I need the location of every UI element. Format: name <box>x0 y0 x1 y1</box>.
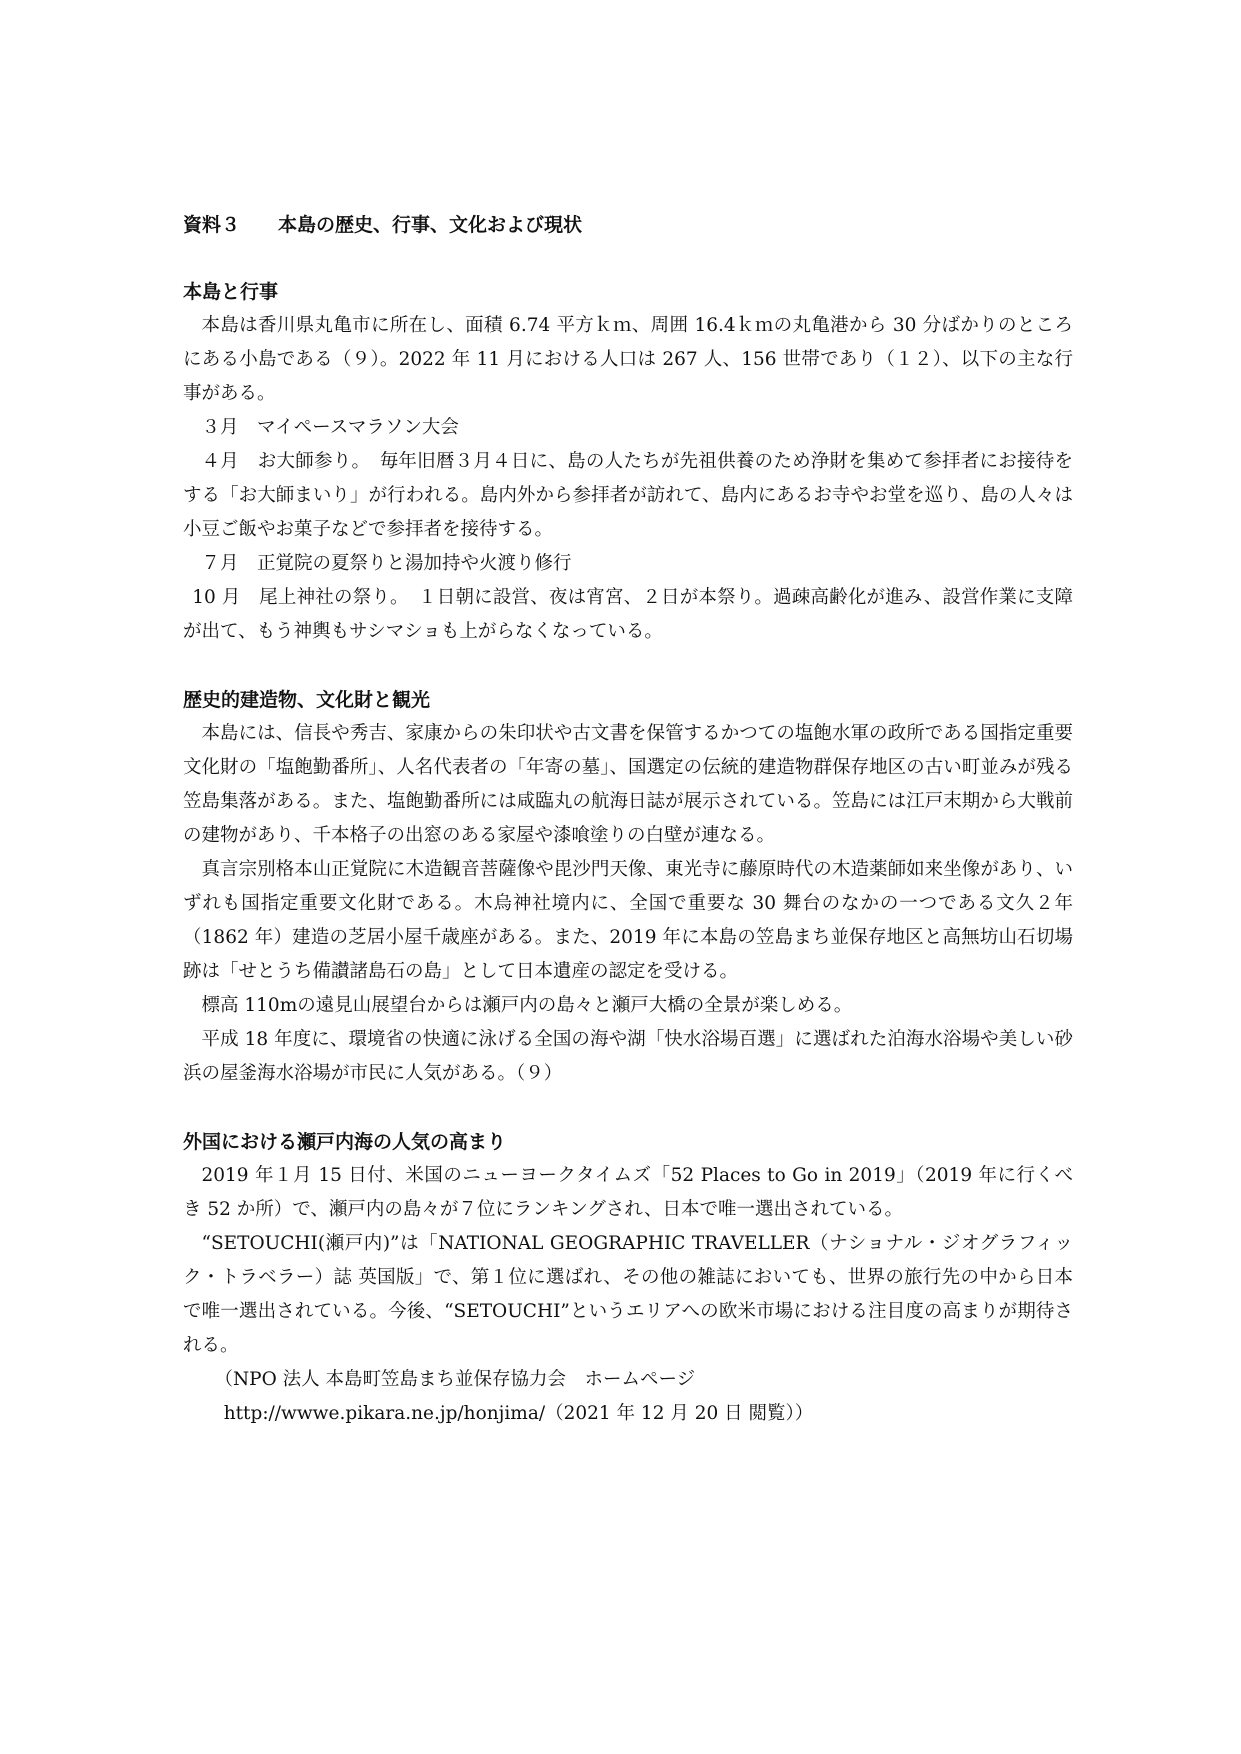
event-july: ７月 正覚院の夏祭りと湯加持や火渡り修行 <box>201 553 572 574</box>
popularity-paragraph-1: 2019 年１月 15 日付、米国のニューヨークタイムズ「52 Places to Go in 2019」（2019 年に行くべき 52 か所）で、瀬戸内の島々が７位にランキングされ、日本で唯一選出されている。 <box>183 1165 1073 1220</box>
event-april: ４月 お大師参り。 毎年旧暦３月４日に、島の人たちが先祖供養のため浄財を集めて参拝者にお接待をする「お大師まいり」が行われる。島内外から参拝者が訪れて、島内にあるお寺やお堂を巡り、島の人々は小豆ご飯やお菓子などで参拝者を接待する。 <box>183 451 1073 540</box>
document-body <box>183 208 1073 1431</box>
section-heading-events: 本島と行事 <box>183 281 279 303</box>
event-march: ３月 マイペースマラソン大会 <box>201 417 459 438</box>
history-paragraph-2: 真言宗別格本山正覚院に木造観音菩薩像や毘沙門天像、東光寺に藤原時代の木造薬師如来坐像があり、いずれも国指定重要文化財である。木烏神社境内に、全国で重要な 30 舞台のなかの一つである文久２年（1862 年）建造の芝居小屋千歳座がある。また、2019 年に本島の笠島まち並保存地区と高無坊山石切場跡は「せとうち備讃諸島石の島」として日本遺産の認定を受ける。 <box>183 859 1073 982</box>
history-paragraph-4: 平成 18 年度に、環境省の快適に泳げる全国の海や湖「快水浴場百選」に選ばれた泊海水浴場や美しい砂浜の屋釜海水浴場が市民に人気がある。（９） <box>183 1029 1073 1084</box>
citation-url: http://wwwe.pikara.ne.jp/honjima/（2021 年 12 月 20 日 閲覧）） <box>223 1403 814 1424</box>
section-heading-popularity: 外国における瀬戸内海の人気の高まり <box>183 1131 507 1153</box>
popularity-paragraph-2: “SETOUCHI(瀬戸内)”は「NATIONAL GEOGRAPHIC TRAVELLER（ナショナル・ジオグラフィック・トラベラー）誌 英国版」で、第１位に選ばれ、その他の雑誌においても、世界の旅行先の中から日本で唯一選出されている。今後、“SETOUCHI”というエリアへの欧米市場における注目度の高まりが期待される。 <box>183 1233 1073 1356</box>
event-october: 10 月 尾上神社の祭り。 １日朝に設営、夜は宵宮、２日が本祭り。過疎高齢化が進み、設営作業に支障が出て、もう神輿もサシマショも上がらなくなっている。 <box>183 587 1073 642</box>
history-paragraph-1: 本島には、信長や秀吉、家康からの朱印状や古文書を保管するかつての塩飽水軍の政所である国指定重要文化財の「塩飽勤番所」、人名代表者の「年寄の墓」、国選定の伝統的建造物群保存地区の古い町並みが残る笠島集落がある。また、塩飽勤番所には咸臨丸の航海日誌が展示されている。笠島には江戸末期から大戦前の建物があり、千本格子の出窓のある家屋や漆喰塗りの白壁が連なる。 <box>183 723 1073 846</box>
events-intro-paragraph: 本島は香川県丸亀市に所在し、面積 6.74 平方ｋｍ、周囲 16.4ｋｍの丸亀港から 30 分ばかりのところにある小島である（９）。2022 年 11 月における人口は 267 人、156 世帯であり（１２）、以下の主な行事がある。 <box>183 315 1073 404</box>
history-paragraph-3: 標高 110mの遠見山展望台からは瀬戸内の島々と瀬戸大橋の全景が楽しめる。 <box>201 995 853 1016</box>
document-title: 資料３ 本島の歴史、行事、文化および現状 <box>183 214 583 236</box>
citation-source: （NPO 法人 本島町笠島まち並保存協力会 ホームページ <box>214 1369 696 1390</box>
section-heading-history: 歴史的建造物、文化財と観光 <box>183 689 431 711</box>
